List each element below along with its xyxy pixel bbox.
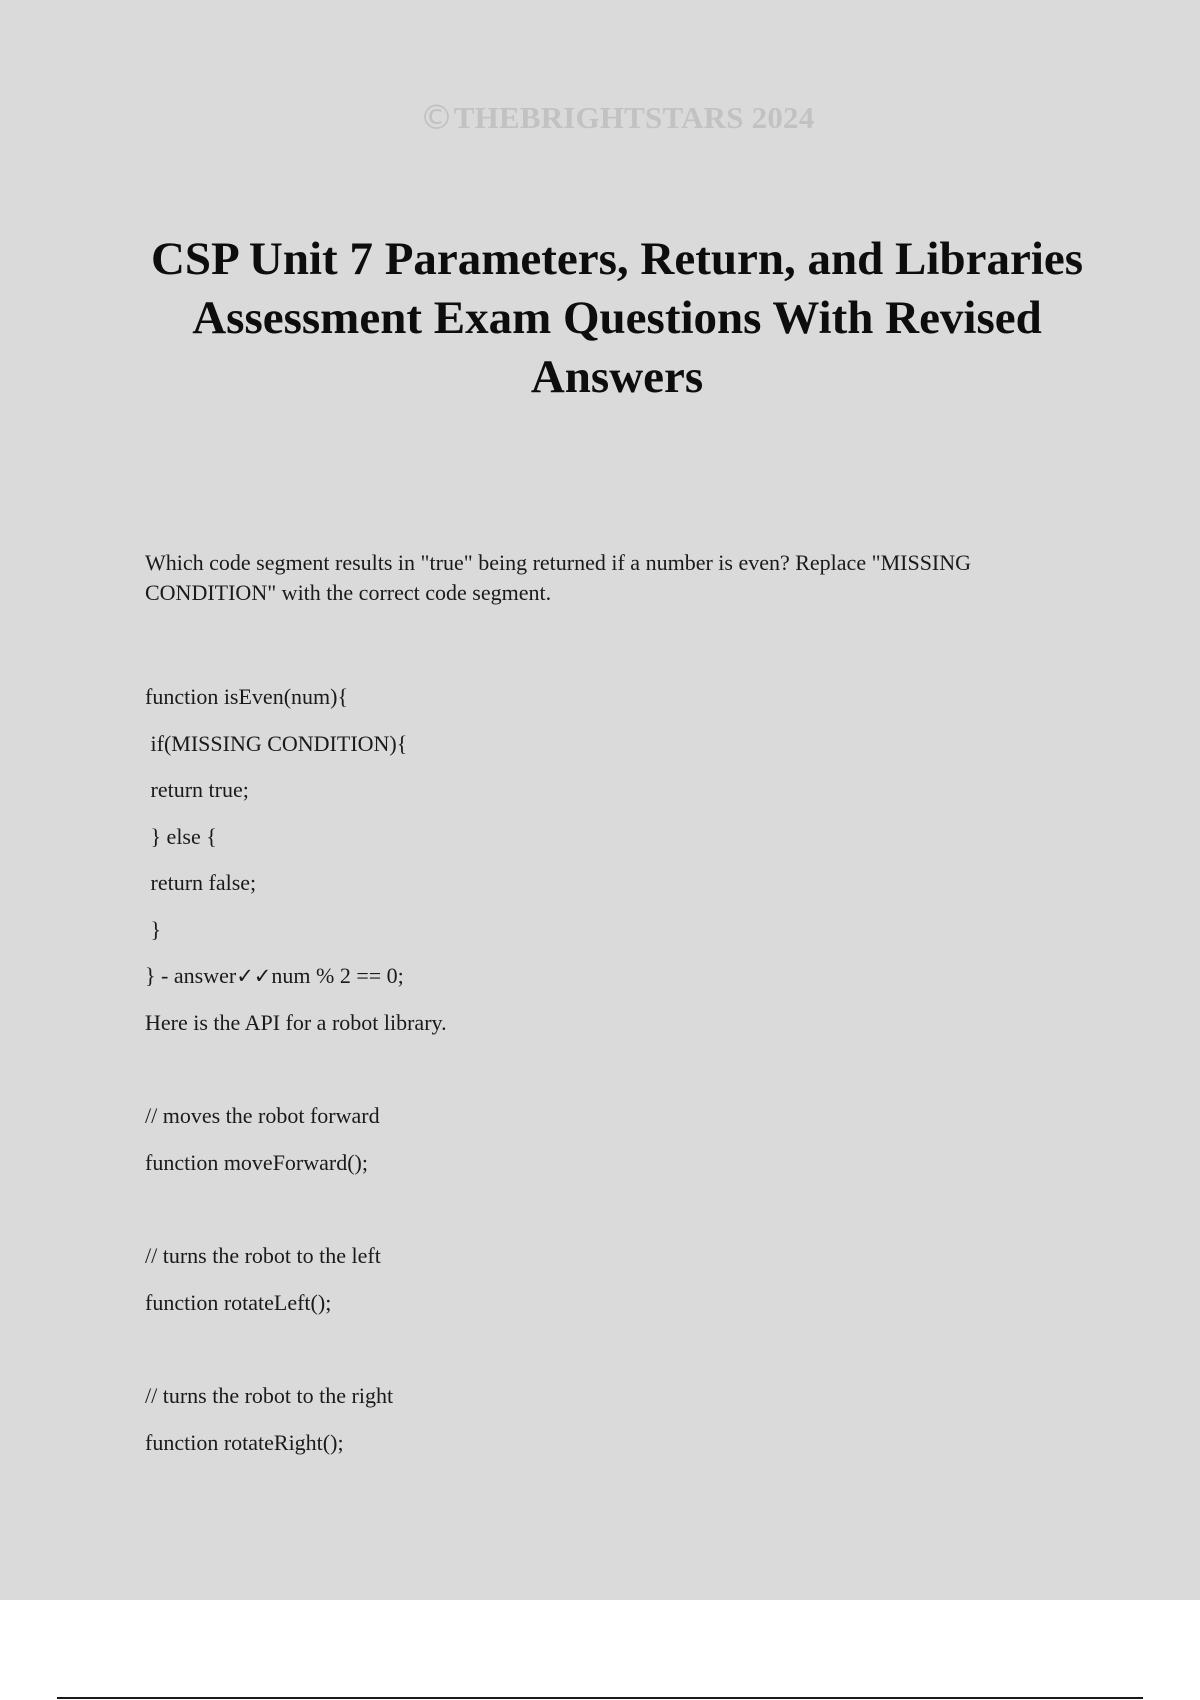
spacer xyxy=(145,1194,1085,1241)
check-marks-icon: ✓✓ xyxy=(236,964,272,988)
code-line: function isEven(num){ xyxy=(145,684,349,709)
code-line: return false; xyxy=(145,870,257,895)
api-comment: // turns the robot to the right xyxy=(145,1383,394,1408)
watermark-text: THEBRIGHTSTARS 2024 xyxy=(453,100,815,135)
api-comment: // turns the robot to the left xyxy=(145,1243,381,1268)
code-line: return true; xyxy=(145,777,249,802)
api-signature: function moveForward(); xyxy=(145,1149,368,1175)
copyright-icon: © xyxy=(419,98,454,138)
footer-divider xyxy=(57,1697,1143,1699)
api-intro: Here is the API for a robot library. xyxy=(145,1009,447,1035)
code-line: } else { xyxy=(145,823,217,849)
code-line: if(MISSING CONDITION){ xyxy=(145,730,408,756)
spacer xyxy=(145,1334,1085,1381)
document-content xyxy=(145,548,1085,1474)
api-signature: function rotateLeft(); xyxy=(145,1289,332,1315)
code-block xyxy=(145,682,1085,1008)
code-line: } xyxy=(145,916,162,942)
answer-text: num % 2 == 0; xyxy=(271,963,404,988)
watermark xyxy=(0,98,1200,138)
answer-line xyxy=(145,961,1085,1008)
document-title: CSP Unit 7 Parameters, Return, and Libraries Assessment Exam Questions With Revised Answers xyxy=(150,233,1084,403)
spacer xyxy=(145,1054,1085,1101)
answer-prefix: } - answer xyxy=(145,963,237,988)
api-signature: function rotateRight(); xyxy=(145,1429,344,1455)
api-comment: // moves the robot forward xyxy=(145,1103,380,1128)
question-text: Which code segment results in "true" being returned if a number is even? Replace "MISSING CONDITION" with the correct code segment. xyxy=(145,550,972,605)
